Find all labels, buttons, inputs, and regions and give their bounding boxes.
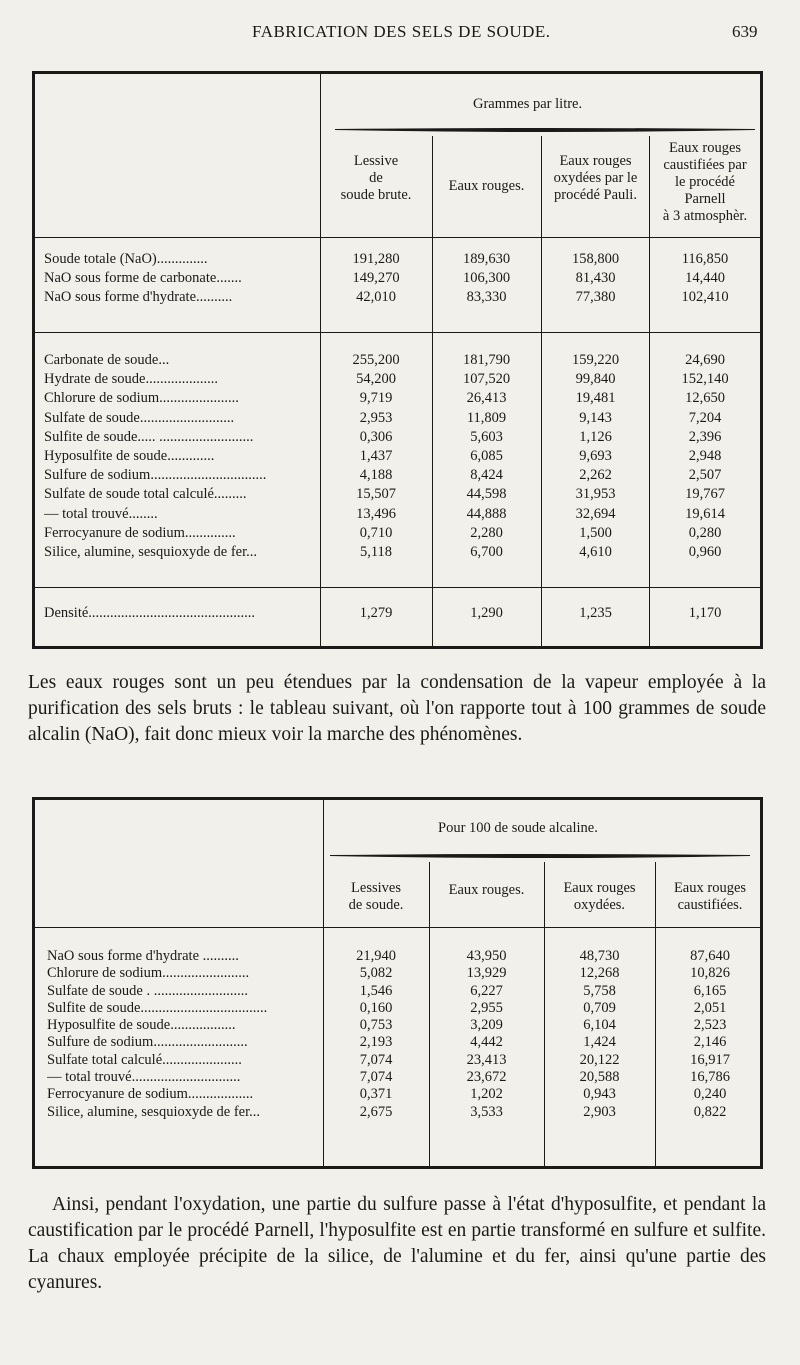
table1-value-column-2: [542, 250, 649, 308]
cell-value: 12,650: [685, 390, 725, 407]
cell-value: 2,262: [579, 467, 612, 484]
row-label: Sulfate de soude . ..........................: [47, 982, 248, 999]
table2-col-header-line: oxydées.: [573, 897, 626, 913]
table2-col-header-0: [324, 880, 428, 914]
row-label: Soude totale (NaO)..............: [44, 251, 208, 267]
table1-col-header-line: caustifiées par: [663, 157, 747, 173]
row-label: NaO sous forme d'hydrate ..........: [47, 948, 239, 964]
cell-value: 1,424: [583, 1034, 616, 1051]
cell-value: 3,533: [470, 1103, 503, 1120]
cell-value: 106,300: [462, 270, 511, 287]
table1-row-labels: [44, 250, 316, 308]
table1-col-header-line: procédé Pauli.: [554, 187, 637, 203]
cell-value: 5,758: [583, 982, 616, 999]
row-label: Sulfure de sodium................................: [44, 467, 267, 484]
row-label: Carbonate de soude...: [44, 352, 170, 368]
table2-group-header: Pour 100 de soude alcaline.: [438, 820, 598, 836]
cell-value: 20,122: [579, 1051, 620, 1068]
cell-value: 159,220: [571, 352, 620, 368]
cell-value: 21,940: [356, 948, 396, 964]
cell-value: 19,614: [685, 505, 725, 522]
cell-value: 181,790: [462, 352, 511, 368]
cell-value: 99,840: [575, 371, 616, 388]
cell-value: 0,822: [693, 1103, 727, 1120]
cell-value: 24,690: [685, 352, 725, 368]
table1-col-header-line: Eaux rouges.: [448, 178, 525, 194]
row-label: Sulfite de soude...................................: [47, 999, 268, 1016]
page-number: 639: [732, 22, 758, 41]
cell-value: 1,279: [359, 605, 393, 621]
cell-value: 13,496: [356, 505, 396, 522]
cell-value: 1,546: [359, 982, 393, 999]
row-label: Hydrate de soude....................: [44, 371, 218, 388]
cell-value: 11,809: [466, 409, 507, 426]
cell-value: 1,437: [359, 447, 393, 464]
cell-value: 0,160: [359, 999, 393, 1016]
row-label: NaO sous forme de carbonate.......: [44, 270, 242, 287]
cell-value: 20,588: [579, 1069, 620, 1086]
cell-value: 44,888: [466, 505, 507, 522]
cell-value: 7,074: [359, 1069, 393, 1086]
running-head-title: FABRICATION DES SELS DE SOUDE.: [252, 22, 551, 41]
row-label: Ferrocyanure de sodium..............: [44, 524, 236, 541]
row-label: Silice, alumine, sesquioxyde de fer...: [47, 1103, 261, 1120]
table-pour-100-soude: [32, 797, 763, 1169]
row-label: Ferrocyanure de sodium..................: [47, 1086, 254, 1103]
table-grammes-par-litre: [32, 71, 763, 649]
table1-row-labels: [44, 604, 316, 623]
table1-col-header-line: à 3 atmosphèr.: [662, 208, 748, 224]
running-head: [0, 22, 800, 52]
cell-value: 1,290: [470, 605, 503, 621]
table2-header-rule: [330, 852, 750, 862]
table1-value-column-0: [321, 604, 431, 623]
table1-value-column-2: [542, 351, 649, 562]
cell-value: 149,270: [352, 270, 400, 287]
table1-value-column-1: [433, 604, 540, 623]
table1-col-header-line: oxydées par le: [553, 170, 638, 186]
cell-value: 9,693: [579, 447, 612, 464]
row-label: Sulfure de sodium..........................: [47, 1034, 248, 1051]
cell-value: 2,955: [470, 999, 503, 1016]
table1-col-header-0: [321, 153, 431, 204]
table2-col-header-line: de soude.: [348, 897, 404, 913]
cell-value: 77,380: [575, 289, 616, 306]
row-label: Densité..............................................: [44, 605, 256, 621]
cell-value: 32,694: [575, 505, 616, 522]
cell-value: 7,074: [359, 1051, 393, 1068]
cell-value: 0,280: [688, 524, 722, 541]
cell-value: 0,240: [693, 1086, 727, 1103]
cell-value: 4,442: [470, 1034, 503, 1051]
cell-value: 13,929: [466, 965, 507, 982]
table2-col-header-line: Lessives: [351, 880, 401, 896]
cell-value: 9,143: [579, 409, 612, 426]
table1-col-header-line: le procédé: [675, 174, 735, 190]
table1-col-header-3: [650, 140, 760, 225]
table1-value-column-1: [433, 250, 540, 308]
cell-value: 8,424: [470, 467, 503, 484]
cell-value: 2,396: [688, 428, 722, 445]
table1-value-column-2: [542, 604, 649, 623]
cell-value: 16,917: [690, 1051, 730, 1068]
cell-value: 0,371: [359, 1086, 393, 1103]
row-label: Chlorure de sodium......................: [44, 390, 239, 407]
cell-value: 189,630: [462, 251, 511, 267]
table1-value-column-3: [650, 604, 760, 623]
cell-value: 54,200: [356, 371, 396, 388]
cell-value: 1,500: [579, 524, 612, 541]
cell-value: 2,193: [359, 1034, 393, 1051]
table2-col-header-1: [430, 882, 543, 899]
cell-value: 6,227: [470, 982, 503, 999]
cell-value: 14,440: [685, 270, 725, 287]
row-label: Sulfate de soude..........................: [44, 409, 235, 426]
cell-value: 2,507: [688, 467, 722, 484]
cell-value: 0,709: [583, 999, 616, 1016]
table2-col-header-2: [545, 880, 654, 914]
cell-value: 2,051: [693, 999, 727, 1016]
cell-value: 83,330: [466, 289, 507, 306]
table2-row-labels: [47, 948, 319, 1121]
cell-value: 44,598: [466, 486, 507, 503]
cell-value: 191,280: [352, 251, 400, 267]
cell-value: 81,430: [575, 270, 616, 287]
table1-value-column-1: [433, 351, 540, 562]
cell-value: 5,118: [359, 543, 393, 560]
table1-value-column-3: [650, 250, 760, 308]
cell-value: 2,903: [583, 1103, 616, 1120]
cell-value: 42,010: [356, 289, 396, 306]
row-label: — total trouvé..............................: [47, 1069, 241, 1086]
cell-value: 4,610: [579, 543, 612, 560]
cell-value: 87,640: [690, 948, 730, 964]
table1-col-header-line: Eaux rouges: [668, 140, 742, 156]
cell-value: 116,850: [681, 251, 729, 267]
table2-col-header-line: Eaux rouges: [673, 880, 747, 896]
table1-value-column-0: [321, 250, 431, 308]
cell-value: 1,170: [688, 605, 722, 621]
row-label: Hyposulfite de soude.............: [44, 447, 215, 464]
cell-value: 6,165: [693, 982, 727, 999]
row-label: NaO sous forme d'hydrate..........: [44, 289, 233, 306]
cell-value: 48,730: [579, 948, 620, 964]
cell-value: 6,700: [470, 543, 503, 560]
table1-col-header-1: [433, 178, 540, 195]
cell-value: 152,140: [681, 371, 729, 388]
table1-col-header-2: [542, 153, 649, 204]
row-label: Chlorure de sodium........................: [47, 965, 250, 982]
row-label: Hyposulfite de soude..................: [47, 1017, 236, 1034]
cell-value: 0,943: [583, 1086, 616, 1103]
cell-value: 1,126: [579, 428, 612, 445]
table2-col-header-3: [656, 880, 764, 914]
table2-value-column-1: [430, 948, 543, 1121]
row-label: Sulfate de soude total calculé.........: [44, 486, 247, 503]
cell-value: 23,413: [466, 1051, 507, 1068]
cell-value: 2,948: [688, 447, 722, 464]
cell-value: 158,800: [571, 251, 620, 267]
cell-value: 102,410: [681, 289, 729, 306]
table1-value-column-0: [321, 351, 431, 562]
table2-value-column-0: [324, 948, 428, 1121]
cell-value: 0,753: [359, 1017, 393, 1034]
row-label: Silice, alumine, sesquioxyde de fer...: [44, 543, 258, 560]
cell-value: 43,950: [466, 948, 507, 964]
table1-col-header-line: Lessive: [353, 153, 399, 169]
cell-value: 2,675: [359, 1103, 393, 1120]
cell-value: 19,767: [685, 486, 725, 503]
cell-value: 2,146: [693, 1034, 727, 1051]
table2-value-column-2: [545, 948, 654, 1121]
table2-col-header-line: Eaux rouges: [563, 880, 636, 896]
cell-value: 16,786: [690, 1069, 730, 1086]
cell-value: 23,672: [466, 1069, 507, 1086]
cell-value: 0,960: [688, 543, 722, 560]
cell-value: 0,710: [359, 524, 393, 541]
cell-value: 2,953: [359, 409, 393, 426]
cell-value: 6,085: [470, 447, 503, 464]
cell-value: 31,953: [575, 486, 616, 503]
cell-value: 0,306: [359, 428, 393, 445]
table2-col-header-line: Eaux rouges.: [448, 882, 525, 898]
paragraph-2-text: Ainsi, pendant l'oxydation, une partie du sulfure passe à l'état d'hyposulfite, et pendant la caustification par le procédé Parnell, l'hyposulfite est en partie transformé en sulfure et sulfite. La chaux employée précipite de la silice, de l'alumine et du fer, ainsi qu'une partie des cyanures.: [28, 1194, 766, 1293]
cell-value: 7,204: [688, 409, 722, 426]
cell-value: 9,719: [359, 390, 393, 407]
paragraph-1: [28, 670, 766, 748]
table1-col-header-line: Parnell: [684, 191, 726, 207]
cell-value: 3,209: [470, 1017, 503, 1034]
row-label: — total trouvé........: [44, 505, 158, 522]
paragraph-1-text: Les eaux rouges sont un peu étendues par la condensation de la vapeur employée à la purification des sels bruts : le tableau suivant, où l'on rapporte tout à 100 grammes de soude alcalin (NaO), fait donc mieux voir la marche des phénomènes.: [28, 672, 766, 745]
cell-value: 2,280: [470, 524, 503, 541]
cell-value: 4,188: [359, 467, 393, 484]
paragraph-2: [28, 1192, 766, 1296]
cell-value: 1,235: [579, 605, 612, 621]
cell-value: 26,413: [466, 390, 507, 407]
cell-value: 107,520: [462, 371, 511, 388]
row-label: Sulfite de soude..... ..........................: [44, 428, 254, 445]
table1-value-column-3: [650, 351, 760, 562]
cell-value: 5,603: [470, 428, 503, 445]
cell-value: 2,523: [693, 1017, 727, 1034]
cell-value: 10,826: [690, 965, 730, 982]
cell-value: 6,104: [583, 1017, 616, 1034]
cell-value: 5,082: [359, 965, 393, 982]
table2-col-header-line: caustifiées.: [677, 897, 743, 913]
table1-header-rule: [335, 126, 755, 136]
table1-col-header-line: de: [369, 170, 383, 186]
cell-value: 1,202: [470, 1086, 503, 1103]
row-label: Sulfate total calculé......................: [47, 1051, 242, 1068]
table2-value-column-3: [656, 948, 764, 1121]
table1-col-header-line: Eaux rouges: [559, 153, 632, 169]
table1-row-labels: [44, 351, 316, 562]
cell-value: 12,268: [579, 965, 620, 982]
cell-value: 15,507: [356, 486, 396, 503]
table1-group-header: Grammes par litre.: [473, 96, 583, 112]
table1-col-header-line: soude brute.: [340, 187, 412, 203]
cell-value: 19,481: [575, 390, 616, 407]
cell-value: 255,200: [352, 352, 400, 368]
